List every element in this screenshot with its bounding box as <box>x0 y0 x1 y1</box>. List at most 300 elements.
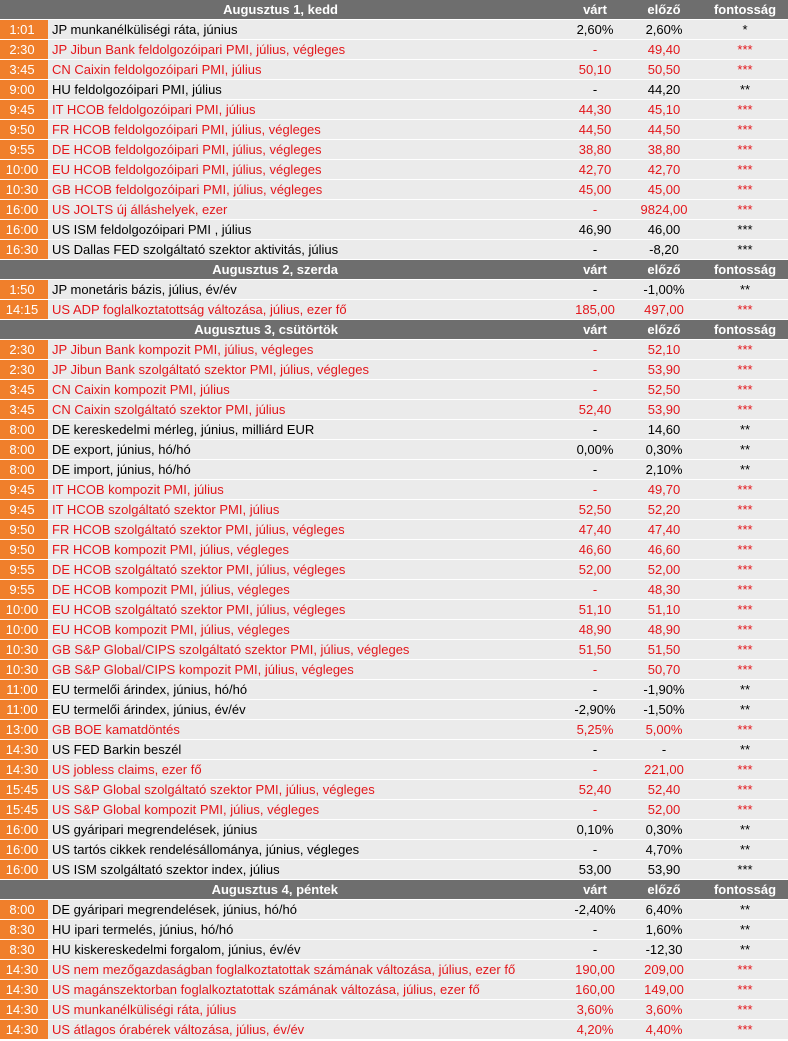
table-row <box>0 1000 788 1020</box>
event-name: GB S&P Global/CIPS kompozit PMI, július, végleges <box>48 660 564 679</box>
previous-value: 2,10% <box>626 460 702 479</box>
table-row <box>0 940 788 960</box>
previous-value: 52,20 <box>626 500 702 519</box>
column-expected: várt <box>564 880 626 899</box>
previous-value: 44,50 <box>626 120 702 139</box>
previous-value: -1,90% <box>626 680 702 699</box>
event-name: JP munkanélküliségi ráta, június <box>48 20 564 39</box>
event-time: 14:30 <box>0 760 48 779</box>
previous-value: -1,00% <box>626 280 702 299</box>
day-header-spacer <box>374 260 564 279</box>
importance-stars: *** <box>702 500 788 519</box>
event-time: 15:45 <box>0 780 48 799</box>
previous-value: 47,40 <box>626 520 702 539</box>
importance-stars: *** <box>702 200 788 219</box>
importance-stars: *** <box>702 180 788 199</box>
event-name: DE gyáripari megrendelések, június, hó/hó <box>48 900 564 919</box>
day-title: Augusztus 1, kedd <box>48 0 374 19</box>
table-row <box>0 240 788 260</box>
previous-value: 497,00 <box>626 300 702 319</box>
importance-stars: *** <box>702 980 788 999</box>
expected-value: - <box>564 240 626 259</box>
importance-stars: *** <box>702 960 788 979</box>
previous-value: 42,70 <box>626 160 702 179</box>
expected-value: 190,00 <box>564 960 626 979</box>
previous-value: 51,10 <box>626 600 702 619</box>
previous-value: 49,70 <box>626 480 702 499</box>
event-time: 9:45 <box>0 500 48 519</box>
previous-value: - <box>626 740 702 759</box>
day-header-spacer <box>374 880 564 899</box>
column-importance: fontosság <box>702 880 788 899</box>
importance-stars: ** <box>702 80 788 99</box>
event-time: 16:00 <box>0 220 48 239</box>
expected-value: 46,90 <box>564 220 626 239</box>
importance-stars: *** <box>702 580 788 599</box>
previous-value: -8,20 <box>626 240 702 259</box>
table-row <box>0 440 788 460</box>
previous-value: 52,10 <box>626 340 702 359</box>
importance-stars: ** <box>702 840 788 859</box>
expected-value: 45,00 <box>564 180 626 199</box>
event-name: IT HCOB feldolgozóipari PMI, július <box>48 100 564 119</box>
event-time: 3:45 <box>0 400 48 419</box>
event-name: US S&P Global kompozit PMI, július, végleges <box>48 800 564 819</box>
expected-value: 0,10% <box>564 820 626 839</box>
event-time: 8:00 <box>0 440 48 459</box>
day-header-spacer <box>374 0 564 19</box>
event-time: 14:30 <box>0 740 48 759</box>
event-name: US gyáripari megrendelések, június <box>48 820 564 839</box>
table-row <box>0 620 788 640</box>
importance-stars: *** <box>702 40 788 59</box>
expected-value: - <box>564 340 626 359</box>
previous-value: 44,20 <box>626 80 702 99</box>
column-expected: várt <box>564 0 626 19</box>
previous-value: 48,90 <box>626 620 702 639</box>
expected-value: - <box>564 480 626 499</box>
table-row <box>0 160 788 180</box>
event-time: 10:00 <box>0 620 48 639</box>
importance-stars: ** <box>702 420 788 439</box>
previous-value: 0,30% <box>626 820 702 839</box>
expected-value: - <box>564 360 626 379</box>
event-name: HU kiskereskedelmi forgalom, június, év/év <box>48 940 564 959</box>
column-previous: előző <box>626 260 702 279</box>
table-row <box>0 580 788 600</box>
table-row <box>0 820 788 840</box>
event-time: 14:30 <box>0 960 48 979</box>
expected-value: - <box>564 380 626 399</box>
event-time: 14:30 <box>0 1000 48 1019</box>
importance-stars: *** <box>702 100 788 119</box>
importance-stars: ** <box>702 900 788 919</box>
table-row <box>0 900 788 920</box>
previous-value: 6,40% <box>626 900 702 919</box>
event-time: 10:00 <box>0 160 48 179</box>
day-title: Augusztus 2, szerda <box>48 260 374 279</box>
importance-stars: ** <box>702 680 788 699</box>
event-name: CN Caixin kompozit PMI, július <box>48 380 564 399</box>
column-previous: előző <box>626 0 702 19</box>
expected-value: 2,60% <box>564 20 626 39</box>
event-name: JP monetáris bázis, július, év/év <box>48 280 564 299</box>
expected-value: - <box>564 740 626 759</box>
event-name: FR HCOB kompozit PMI, július, végleges <box>48 540 564 559</box>
importance-stars: *** <box>702 780 788 799</box>
column-importance: fontosság <box>702 320 788 339</box>
table-row <box>0 920 788 940</box>
event-name: JP Jibun Bank feldolgozóipari PMI, július, végleges <box>48 40 564 59</box>
event-name: JP Jibun Bank kompozit PMI, július, végleges <box>48 340 564 359</box>
event-name: DE HCOB szolgáltató szektor PMI, július, végleges <box>48 560 564 579</box>
importance-stars: *** <box>702 220 788 239</box>
event-name: US JOLTS új álláshelyek, ezer <box>48 200 564 219</box>
table-row <box>0 520 788 540</box>
expected-value: 4,20% <box>564 1020 626 1039</box>
event-name: US nem mezőgazdaságban foglalkoztatottak számának változása, július, ezer fő <box>48 960 564 979</box>
table-row <box>0 960 788 980</box>
table-row <box>0 340 788 360</box>
expected-value: 160,00 <box>564 980 626 999</box>
column-expected: várt <box>564 260 626 279</box>
event-time: 10:30 <box>0 640 48 659</box>
previous-value: 45,10 <box>626 100 702 119</box>
event-name: DE HCOB feldolgozóipari PMI, július, végleges <box>48 140 564 159</box>
table-row <box>0 20 788 40</box>
previous-value: 5,00% <box>626 720 702 739</box>
table-row <box>0 680 788 700</box>
previous-value: 48,30 <box>626 580 702 599</box>
event-name: EU termelői árindex, június, év/év <box>48 700 564 719</box>
table-row <box>0 480 788 500</box>
event-time: 16:30 <box>0 240 48 259</box>
column-previous: előző <box>626 880 702 899</box>
previous-value: -12,30 <box>626 940 702 959</box>
expected-value: 3,60% <box>564 1000 626 1019</box>
event-time: 8:00 <box>0 460 48 479</box>
event-name: DE HCOB kompozit PMI, július, végleges <box>48 580 564 599</box>
expected-value: 50,10 <box>564 60 626 79</box>
table-row <box>0 640 788 660</box>
expected-value: 48,90 <box>564 620 626 639</box>
previous-value: 53,90 <box>626 400 702 419</box>
table-row <box>0 860 788 880</box>
importance-stars: *** <box>702 640 788 659</box>
table-row <box>0 980 788 1000</box>
event-time: 9:45 <box>0 480 48 499</box>
table-row <box>0 460 788 480</box>
event-name: US jobless claims, ezer fő <box>48 760 564 779</box>
event-name: EU HCOB szolgáltató szektor PMI, július, végleges <box>48 600 564 619</box>
expected-value: 185,00 <box>564 300 626 319</box>
importance-stars: *** <box>702 600 788 619</box>
expected-value: 38,80 <box>564 140 626 159</box>
previous-value: 52,00 <box>626 560 702 579</box>
event-name: IT HCOB szolgáltató szektor PMI, július <box>48 500 564 519</box>
expected-value: -2,40% <box>564 900 626 919</box>
previous-value: 46,00 <box>626 220 702 239</box>
event-name: US S&P Global szolgáltató szektor PMI, július, végleges <box>48 780 564 799</box>
table-row <box>0 720 788 740</box>
event-time: 11:00 <box>0 680 48 699</box>
event-time: 9:55 <box>0 580 48 599</box>
table-row <box>0 700 788 720</box>
importance-stars: ** <box>702 440 788 459</box>
previous-value: 9824,00 <box>626 200 702 219</box>
table-row <box>0 840 788 860</box>
event-time: 16:00 <box>0 820 48 839</box>
importance-stars: *** <box>702 300 788 319</box>
table-row <box>0 660 788 680</box>
day-header-spacer <box>0 260 48 279</box>
importance-stars: *** <box>702 400 788 419</box>
column-previous: előző <box>626 320 702 339</box>
expected-value: 44,30 <box>564 100 626 119</box>
event-time: 14:30 <box>0 980 48 999</box>
expected-value: - <box>564 660 626 679</box>
day-header-spacer <box>0 320 48 339</box>
previous-value: 51,50 <box>626 640 702 659</box>
day-header-spacer <box>0 880 48 899</box>
event-name: FR HCOB szolgáltató szektor PMI, július, végleges <box>48 520 564 539</box>
event-name: GB S&P Global/CIPS szolgáltató szektor PMI, július, végleges <box>48 640 564 659</box>
previous-value: 38,80 <box>626 140 702 159</box>
event-time: 8:00 <box>0 900 48 919</box>
event-name: GB BOE kamatdöntés <box>48 720 564 739</box>
importance-stars: *** <box>702 620 788 639</box>
importance-stars: *** <box>702 480 788 499</box>
importance-stars: *** <box>702 520 788 539</box>
expected-value: 51,50 <box>564 640 626 659</box>
table-row <box>0 100 788 120</box>
column-importance: fontosság <box>702 260 788 279</box>
event-time: 14:15 <box>0 300 48 319</box>
expected-value: -2,90% <box>564 700 626 719</box>
day-title: Augusztus 4, péntek <box>48 880 374 899</box>
column-importance: fontosság <box>702 0 788 19</box>
event-name: US ISM feldolgozóipari PMI , július <box>48 220 564 239</box>
table-row <box>0 60 788 80</box>
event-time: 3:45 <box>0 60 48 79</box>
event-name: HU feldolgozóipari PMI, július <box>48 80 564 99</box>
table-row <box>0 80 788 100</box>
expected-value: 53,00 <box>564 860 626 879</box>
expected-value: - <box>564 280 626 299</box>
table-row <box>0 600 788 620</box>
importance-stars: *** <box>702 760 788 779</box>
previous-value: 14,60 <box>626 420 702 439</box>
event-time: 3:45 <box>0 380 48 399</box>
table-row <box>0 800 788 820</box>
expected-value: 44,50 <box>564 120 626 139</box>
event-time: 2:30 <box>0 340 48 359</box>
previous-value: 46,60 <box>626 540 702 559</box>
expected-value: 51,10 <box>564 600 626 619</box>
event-name: IT HCOB kompozit PMI, július <box>48 480 564 499</box>
event-name: HU ipari termelés, június, hó/hó <box>48 920 564 939</box>
event-time: 14:30 <box>0 1020 48 1039</box>
importance-stars: *** <box>702 60 788 79</box>
previous-value: 3,60% <box>626 1000 702 1019</box>
previous-value: 52,00 <box>626 800 702 819</box>
expected-value: - <box>564 800 626 819</box>
day-header-spacer <box>0 0 48 19</box>
importance-stars: ** <box>702 700 788 719</box>
event-name: DE export, június, hó/hó <box>48 440 564 459</box>
previous-value: 52,40 <box>626 780 702 799</box>
event-name: CN Caixin szolgáltató szektor PMI, július <box>48 400 564 419</box>
previous-value: 149,00 <box>626 980 702 999</box>
importance-stars: * <box>702 20 788 39</box>
table-row <box>0 420 788 440</box>
table-row <box>0 560 788 580</box>
previous-value: -1,50% <box>626 700 702 719</box>
importance-stars: *** <box>702 160 788 179</box>
importance-stars: *** <box>702 240 788 259</box>
expected-value: 46,60 <box>564 540 626 559</box>
event-time: 10:30 <box>0 180 48 199</box>
previous-value: 209,00 <box>626 960 702 979</box>
expected-value: - <box>564 80 626 99</box>
importance-stars: ** <box>702 460 788 479</box>
importance-stars: *** <box>702 660 788 679</box>
previous-value: 0,30% <box>626 440 702 459</box>
event-name: US átlagos órabérek változása, július, év/év <box>48 1020 564 1039</box>
expected-value: - <box>564 200 626 219</box>
expected-value: 52,50 <box>564 500 626 519</box>
expected-value: - <box>564 460 626 479</box>
event-name: EU HCOB feldolgozóipari PMI, július, végleges <box>48 160 564 179</box>
table-row <box>0 360 788 380</box>
event-time: 2:30 <box>0 360 48 379</box>
importance-stars: *** <box>702 560 788 579</box>
table-row <box>0 780 788 800</box>
previous-value: 45,00 <box>626 180 702 199</box>
event-time: 8:30 <box>0 940 48 959</box>
table-row <box>0 180 788 200</box>
importance-stars: *** <box>702 120 788 139</box>
expected-value: - <box>564 760 626 779</box>
event-name: US ISM szolgáltató szektor index, július <box>48 860 564 879</box>
event-time: 13:00 <box>0 720 48 739</box>
importance-stars: ** <box>702 940 788 959</box>
previous-value: 50,50 <box>626 60 702 79</box>
previous-value: 49,40 <box>626 40 702 59</box>
expected-value: - <box>564 580 626 599</box>
event-time: 9:50 <box>0 520 48 539</box>
expected-value: 52,40 <box>564 780 626 799</box>
column-expected: várt <box>564 320 626 339</box>
event-name: DE kereskedelmi mérleg, június, milliárd EUR <box>48 420 564 439</box>
event-name: GB HCOB feldolgozóipari PMI, július, végleges <box>48 180 564 199</box>
event-time: 9:00 <box>0 80 48 99</box>
expected-value: 42,70 <box>564 160 626 179</box>
event-name: US Dallas FED szolgáltató szektor aktivitás, július <box>48 240 564 259</box>
previous-value: 53,90 <box>626 360 702 379</box>
event-time: 9:55 <box>0 560 48 579</box>
importance-stars: *** <box>702 1000 788 1019</box>
expected-value: 5,25% <box>564 720 626 739</box>
table-row <box>0 120 788 140</box>
expected-value: - <box>564 920 626 939</box>
previous-value: 50,70 <box>626 660 702 679</box>
event-name: US ADP foglalkoztatottság változása, július, ezer fő <box>48 300 564 319</box>
importance-stars: ** <box>702 820 788 839</box>
event-name: JP Jibun Bank szolgáltató szektor PMI, július, végleges <box>48 360 564 379</box>
table-row <box>0 280 788 300</box>
event-time: 11:00 <box>0 700 48 719</box>
expected-value: - <box>564 680 626 699</box>
event-time: 10:30 <box>0 660 48 679</box>
expected-value: - <box>564 420 626 439</box>
importance-stars: ** <box>702 740 788 759</box>
previous-value: 221,00 <box>626 760 702 779</box>
event-time: 10:00 <box>0 600 48 619</box>
event-time: 15:45 <box>0 800 48 819</box>
expected-value: 52,40 <box>564 400 626 419</box>
importance-stars: ** <box>702 280 788 299</box>
event-time: 9:50 <box>0 540 48 559</box>
day-header-spacer <box>374 320 564 339</box>
expected-value: 47,40 <box>564 520 626 539</box>
previous-value: 2,60% <box>626 20 702 39</box>
expected-value: - <box>564 840 626 859</box>
table-row <box>0 40 788 60</box>
event-name: CN Caixin feldolgozóipari PMI, július <box>48 60 564 79</box>
event-name: EU termelői árindex, június, hó/hó <box>48 680 564 699</box>
event-name: US magánszektorban foglalkoztatottak számának változása, július, ezer fő <box>48 980 564 999</box>
importance-stars: *** <box>702 380 788 399</box>
table-row <box>0 400 788 420</box>
table-row <box>0 140 788 160</box>
event-time: 2:30 <box>0 40 48 59</box>
previous-value: 1,60% <box>626 920 702 939</box>
event-name: US munkanélküliségi ráta, július <box>48 1000 564 1019</box>
table-row <box>0 760 788 780</box>
event-name: FR HCOB feldolgozóipari PMI, július, végleges <box>48 120 564 139</box>
importance-stars: *** <box>702 1020 788 1039</box>
table-row <box>0 500 788 520</box>
event-time: 1:01 <box>0 20 48 39</box>
expected-value: 52,00 <box>564 560 626 579</box>
table-row <box>0 200 788 220</box>
importance-stars: ** <box>702 920 788 939</box>
event-time: 9:55 <box>0 140 48 159</box>
day-title: Augusztus 3, csütörtök <box>48 320 374 339</box>
expected-value: - <box>564 940 626 959</box>
table-row <box>0 380 788 400</box>
table-row <box>0 740 788 760</box>
expected-value: 0,00% <box>564 440 626 459</box>
event-time: 9:50 <box>0 120 48 139</box>
event-time: 16:00 <box>0 860 48 879</box>
table-row <box>0 220 788 240</box>
event-name: US tartós cikkek rendelésállománya, június, végleges <box>48 840 564 859</box>
event-time: 9:45 <box>0 100 48 119</box>
event-time: 16:00 <box>0 200 48 219</box>
expected-value: - <box>564 40 626 59</box>
previous-value: 4,40% <box>626 1020 702 1039</box>
day-header <box>0 320 788 340</box>
importance-stars: *** <box>702 800 788 819</box>
previous-value: 53,90 <box>626 860 702 879</box>
event-name: US FED Barkin beszél <box>48 740 564 759</box>
importance-stars: *** <box>702 360 788 379</box>
event-name: EU HCOB kompozit PMI, július, végleges <box>48 620 564 639</box>
day-header <box>0 880 788 900</box>
importance-stars: *** <box>702 540 788 559</box>
